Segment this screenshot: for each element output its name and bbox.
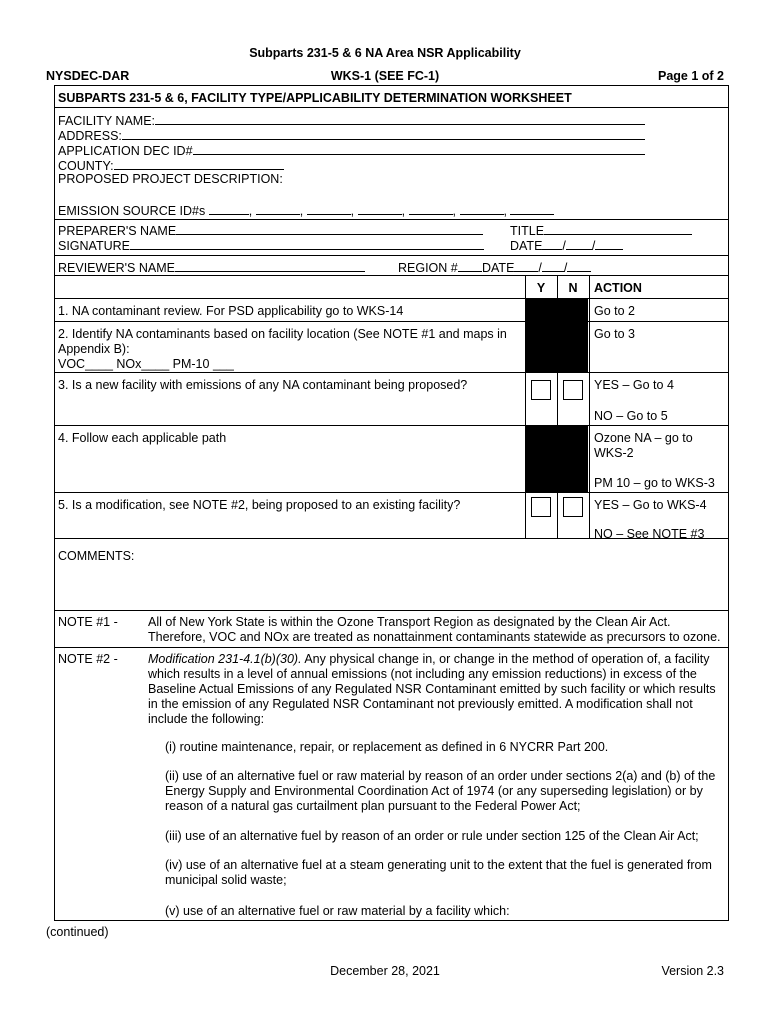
reviewer-name-field[interactable]: REVIEWER'S NAME — [58, 259, 365, 276]
divider — [54, 275, 729, 276]
divider — [589, 275, 590, 538]
continued-label: (continued) — [46, 925, 109, 939]
emission-source-field[interactable]: EMISSION SOURCE ID#s , , , , , , — [58, 202, 554, 219]
divider — [54, 107, 729, 108]
action-1: Go to 2 — [594, 304, 635, 318]
question-3: 3. Is a new facility with emissions of any NA contaminant being proposed? — [58, 378, 468, 392]
action-3-yes: YES – Go to 4 — [594, 378, 674, 392]
action-5-no: NO – See NOTE #3 — [594, 527, 705, 541]
shaded-cell — [526, 299, 588, 372]
page-number: Page 1 of 2 — [658, 69, 724, 83]
column-header-n: N — [568, 281, 578, 295]
question-5: 5. Is a modification, see NOTE #2, being proposed to an existing facility? — [58, 498, 461, 512]
action-2: Go to 3 — [594, 327, 635, 341]
column-header-action: ACTION — [594, 281, 642, 295]
facility-name-field[interactable]: FACILITY NAME: — [58, 112, 645, 129]
date-field[interactable]: DATE / / — [510, 237, 623, 254]
action-5-yes: YES – Go to WKS-4 — [594, 498, 707, 512]
column-header-y: Y — [536, 281, 546, 295]
row-3-no-checkbox[interactable] — [563, 380, 583, 400]
worksheet-code: WKS-1 (SEE FC-1) — [330, 69, 440, 83]
comments-label: COMMENTS: — [58, 549, 135, 563]
divider — [54, 647, 729, 648]
divider — [54, 372, 729, 373]
row-5-yes-checkbox[interactable] — [531, 497, 551, 517]
row-3-yes-checkbox[interactable] — [531, 380, 551, 400]
note-2-text — [148, 652, 726, 727]
shaded-cell — [526, 426, 588, 492]
divider — [54, 492, 729, 493]
footer-date: December 28, 2021 — [330, 964, 440, 978]
action-4-pm10: PM 10 – go to WKS-3 — [594, 476, 715, 490]
comments-area[interactable] — [58, 566, 723, 606]
note-2-item-2: (ii) use of an alternative fuel or raw material by reason of an order under sections 2(a) and (b) of the Energy Supply and Environmental Coordination Act of 1974 (or any superseding legislation) or by reason of a natural gas curtailment plan pursuant to the Federal Power Act; — [165, 769, 716, 813]
divider — [54, 219, 729, 220]
divider — [54, 538, 729, 539]
application-dec-id-field[interactable]: APPLICATION DEC ID# — [58, 142, 645, 159]
note-1-label: NOTE #1 - — [58, 615, 118, 629]
row-5-no-checkbox[interactable] — [563, 497, 583, 517]
note-1-text: All of New York State is within the Ozone Transport Region as designated by the Clean Air Act. Therefore, VOC and NOx are treated as nonattainment contaminants statewide as precursors to ozone. — [148, 615, 721, 644]
address-field[interactable]: ADDRESS: — [58, 127, 645, 144]
page-title: Subparts 231-5 & 6 NA Area NSR Applicability — [249, 46, 521, 60]
footer-version: Version 2.3 — [661, 964, 724, 978]
action-4-ozone: Ozone NA – go to WKS-2 — [594, 431, 693, 460]
divider — [54, 298, 729, 299]
divider — [54, 610, 729, 611]
note-2-body: Any physical change in, or change in the method of operation of, a facility which results in a level of annual emissions (not including any emission reductions) in excess of the Baseline Actual Emissions of any Regulated NSR Contaminant emitted by such facility or which results in the emission of any Regulated NSR Contaminant not previously emitted. A modification shall not include the following: — [148, 652, 716, 726]
note-2-item-3: (iii) use of an alternative fuel by reason of an order or rule under section 125 of the Clean Air Act; — [165, 829, 699, 843]
note-2-lead: Modification 231-4.1(b)(30). — [148, 652, 302, 666]
county-field[interactable]: COUNTY: — [58, 157, 284, 174]
question-2: 2. Identify NA contaminants based on facility location (See NOTE #1 and maps in Appendix B): — [58, 327, 507, 356]
reviewer-date-field[interactable]: DATE / / — [482, 259, 591, 276]
note-2-item-1: (i) routine maintenance, repair, or replacement as defined in 6 NYCRR Part 200. — [165, 740, 609, 754]
region-field[interactable]: REGION # — [398, 259, 482, 276]
project-description-label: PROPOSED PROJECT DESCRIPTION: — [58, 172, 283, 186]
agency-label: NYSDEC-DAR — [46, 69, 130, 83]
question-1: 1. NA contaminant review. For PSD applicability go to WKS-14 — [58, 304, 404, 318]
title-field[interactable]: TITLE — [510, 222, 692, 239]
divider — [54, 425, 729, 426]
preparer-name-field[interactable]: PREPARER'S NAME — [58, 222, 483, 239]
signature-field[interactable]: SIGNATURE — [58, 237, 484, 254]
note-2-item-5: (v) use of an alternative fuel or raw material by a facility which: — [165, 904, 510, 918]
divider — [54, 255, 729, 256]
question-4: 4. Follow each applicable path — [58, 431, 227, 445]
note-2-item-4: (iv) use of an alternative fuel at a steam generating unit to the extent that the fuel is generated from municipal solid waste; — [165, 858, 712, 887]
contaminant-list[interactable]: VOC____ NOx____ PM-10 ___ — [58, 357, 234, 371]
divider — [54, 321, 729, 322]
worksheet-title: SUBPARTS 231-5 & 6, FACILITY TYPE/APPLICABILITY DETERMINATION WORKSHEET — [58, 91, 572, 105]
action-3-no: NO – Go to 5 — [594, 409, 668, 423]
note-2-label: NOTE #2 - — [58, 652, 118, 666]
